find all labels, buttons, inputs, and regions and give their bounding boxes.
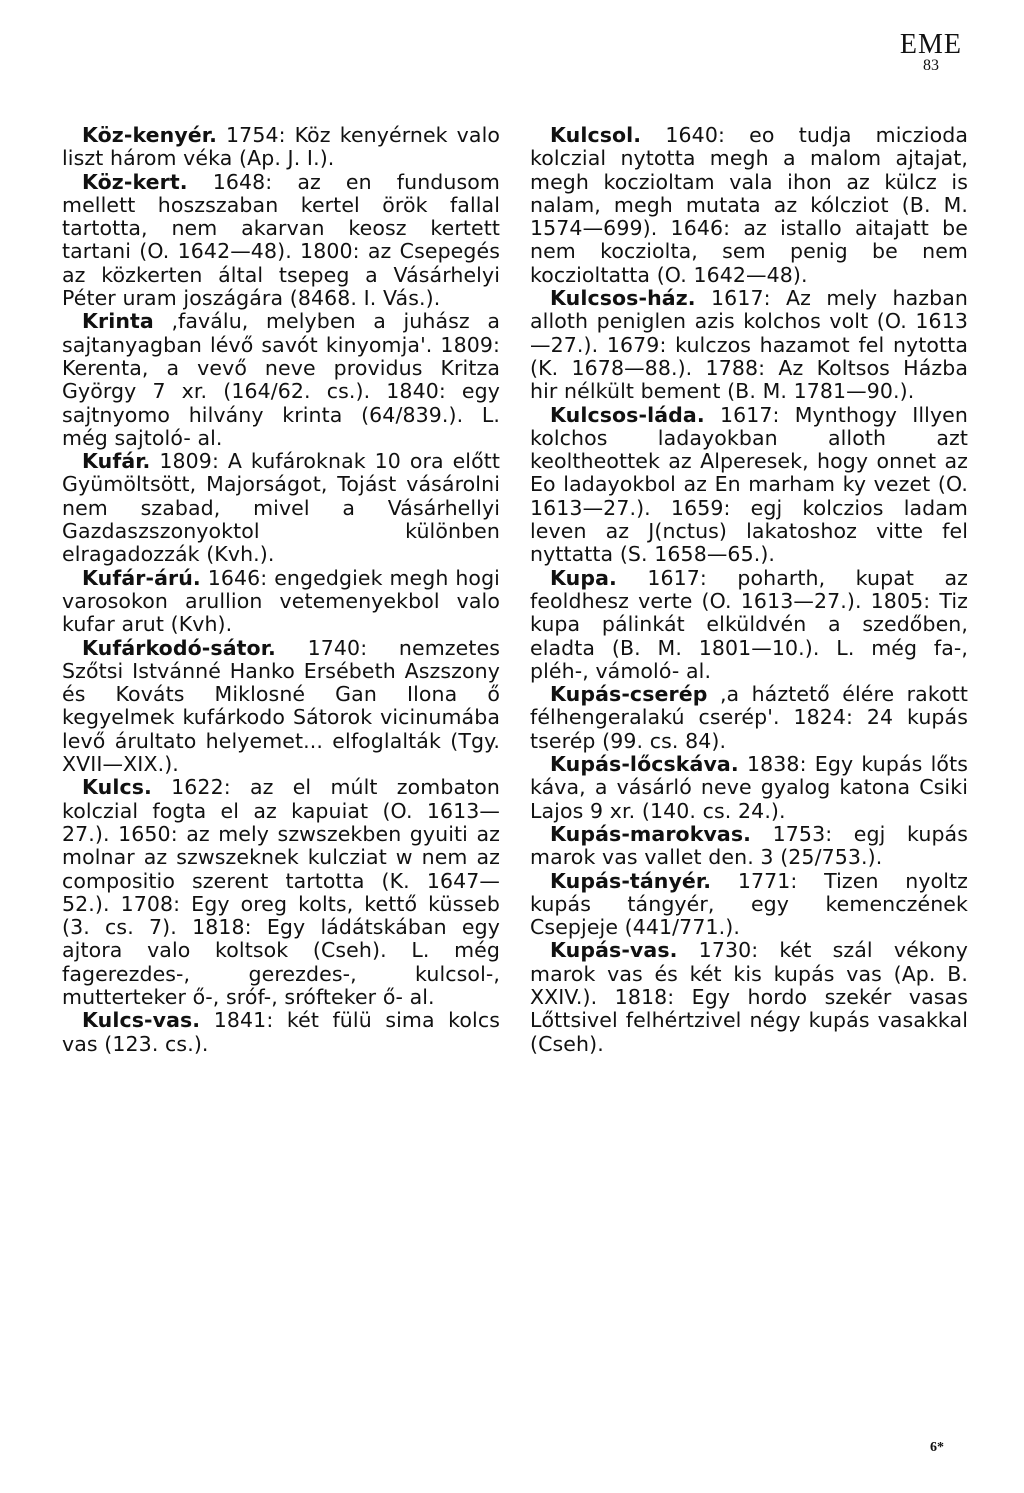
entry-headword: Kulcsos-láda.: [550, 402, 705, 427]
entry-headword: Kupás-cserép: [550, 682, 708, 707]
entry-text: 1809: A kufároknak 10 ora előtt Gyümöltsött, Majorságot, Tojást vásárolni nem szabad, mivel a Vásárhellyi Gazdaszszonyoktol különben elragadozzák (Kvh.).: [62, 449, 500, 567]
dictionary-entry: [62, 776, 500, 1009]
entry-headword: Krinta: [82, 309, 154, 334]
dictionary-entry: [530, 287, 968, 403]
dictionary-entry: [530, 823, 968, 870]
dictionary-entry: [530, 939, 968, 1055]
entry-text: 1640: eo tudja miczioda kolczial nytotta megh a malom ajtajat, megh koczioltam vala ihon az külcz is nalam, megh mutata az kólcziot (B. M. 1574—699). 1646: az istallo aitajatt be nem kocziolta, sem penig be nem koczioltatta (O. 1642—48).: [530, 123, 968, 287]
page-header: [900, 30, 962, 74]
dictionary-entry: [530, 753, 968, 823]
entry-text: 1648: az en fundusom mellett hoszszaban kertel örök fallal tartotta, nem akarvan keosz kertett tartani (O. 1642—48). 1800: az Csepegés az közkerten által tsepeg a Vásárhelyi Péter uram joszágára (8468. I. Vás.).: [62, 169, 500, 311]
dictionary-entry: [530, 404, 968, 567]
dictionary-entry: [530, 683, 968, 753]
entry-text: 1730: két szál vékony marok vas és két kis kupás vas (Ap. B. XXIV.). 1818: Egy hordo szekér vasas Lőttsivel felhértzivel négy kupás vasakkal (Cseh).: [530, 938, 968, 1056]
page-number: 83: [922, 57, 939, 74]
entry-headword: Kulcsol.: [550, 123, 642, 147]
entry-text: 1754: Köz kenyérnek valo liszt három véka (Ap. J. I.).: [62, 123, 501, 171]
entry-headword: Köz-kenyér.: [82, 123, 217, 147]
entry-text: 1753: egj kupás marok vas vallet den. 3 (25/753.).: [530, 821, 968, 870]
entry-headword: Kulcsos-ház.: [550, 286, 696, 311]
dictionary-entry: [62, 637, 500, 777]
entry-headword: Kupás-marokvas.: [550, 821, 752, 846]
dictionary-entry: [62, 1009, 500, 1056]
entry-headword: Kupa.: [550, 565, 617, 590]
dictionary-entry: [62, 450, 500, 566]
dictionary-entry: [530, 870, 968, 940]
dictionary-entry: [530, 567, 968, 683]
entry-text: 1617: Mynthogy Illyen kolchos ladayokban alloth azt keoltheottek az Alperesek, hogy onnet az Eo ladayokbol az En marham ky vezet (O. 1613—27.). 1659: egj kolczios ladam leven az J(nctus) lakatoshoz vitte fel nyttatta (S. 1658—65.).: [530, 402, 968, 567]
entry-text: 1646: engedgiek megh hogi varosokon arullion vetemenyekbol valo kufar arut (Kvh).: [62, 565, 500, 637]
entry-text: 1841: két fülü sima kolcs vas (123. cs.).: [62, 1008, 500, 1056]
publisher-mark: EME: [899, 29, 962, 60]
right-column: [530, 124, 968, 1056]
entry-text: 1617: Az mely hazban alloth peniglen azis kolchos volt (O. 1613—27.). 1679: kulczos hazamot fel nytotta (K. 1678—88.). 1788: Az Koltsos Házba hir nélkült bement (B. M. 1781—90.).: [530, 286, 968, 404]
entry-headword: Kufár-árú.: [82, 565, 201, 590]
entry-text: 1617: poharth, kupat az feoldhesz verte (O. 1613—27.). 1805: Tiz kupa pálinkát elküldvén a szedőben, eladta (B. M. 1801—10.). L. még fa-, pléh-, vámoló- al.: [530, 565, 968, 683]
entry-headword: Kulcs-vas.: [82, 1008, 201, 1033]
entry-headword: Köz-kert.: [82, 169, 188, 194]
entry-headword: Kufár.: [82, 449, 151, 474]
entry-text: ‚a háztető élére rakott félhengeralakú cserép'. 1824: 24 kupás tserép (99. cs. 84).: [530, 682, 968, 753]
entry-text: 1838: Egy kupás lőts káva, a vásárló neve gyalog katona Csiki Lajos 9 xr. (140. cs. 24.).: [530, 752, 968, 823]
entry-headword: Kupás-vas.: [550, 938, 678, 963]
printer-signature: 6*: [930, 1440, 944, 1455]
entry-headword: Kupás-lőcskáva.: [550, 752, 739, 777]
entry-text: ‚faválu, melyben a juhász a sajtanyagban lévő savót kinyomja'. 1809: Kerenta, a vevő neve providus Kritza György 7 xr. (164/62. cs.). 1840: egy sajtnyomo hilvány krinta (64/839.). L. még sajtoló- al.: [62, 309, 500, 450]
entry-headword: Kufárkodó-sátor.: [82, 635, 276, 660]
entry-text: 1740: nemzetes Szőtsi Istvánné Hanko Ersébeth Aszszony és Kováts Miklosné Gan Ilona ő kegyelmek kufárkodo Sátorok vicinumába levő árultato helyemet... elfoglalták (Tgy. XVII—XIX.).: [62, 635, 500, 777]
dictionary-entry: [530, 124, 968, 287]
entry-headword: Kupás-tányér.: [550, 868, 712, 893]
entry-text: 1771: Tizen nyoltz kupás tángyér, egy kemenczének Csepjeje (441/771.).: [530, 868, 968, 940]
entry-headword: Kulcs.: [82, 775, 152, 800]
dictionary-entry: [62, 124, 500, 171]
entry-text: 1622: az el múlt zombaton kolczial fogta el az kapuiat (O. 1613—27.). 1650: az mely szwszekben gyuiti az molnar az szwszeknek kulcziat w nem az compositio szerent tartotta (K. 1647—52.). 1708: Egy oreg kolts, kettő küsseb (3. cs. 7). 1818: Egy ládátskában egy ajtora valo koltsok (Cseh). L. még fagerezdes-, gerezdes-, kulcsol-, mutterteker ő-, sróf-, srófteker ő- al.: [62, 775, 501, 1009]
dictionary-entry: [62, 171, 500, 311]
dictionary-entry: [62, 567, 500, 637]
left-column: [62, 124, 500, 1056]
dictionary-entry: [62, 310, 500, 450]
